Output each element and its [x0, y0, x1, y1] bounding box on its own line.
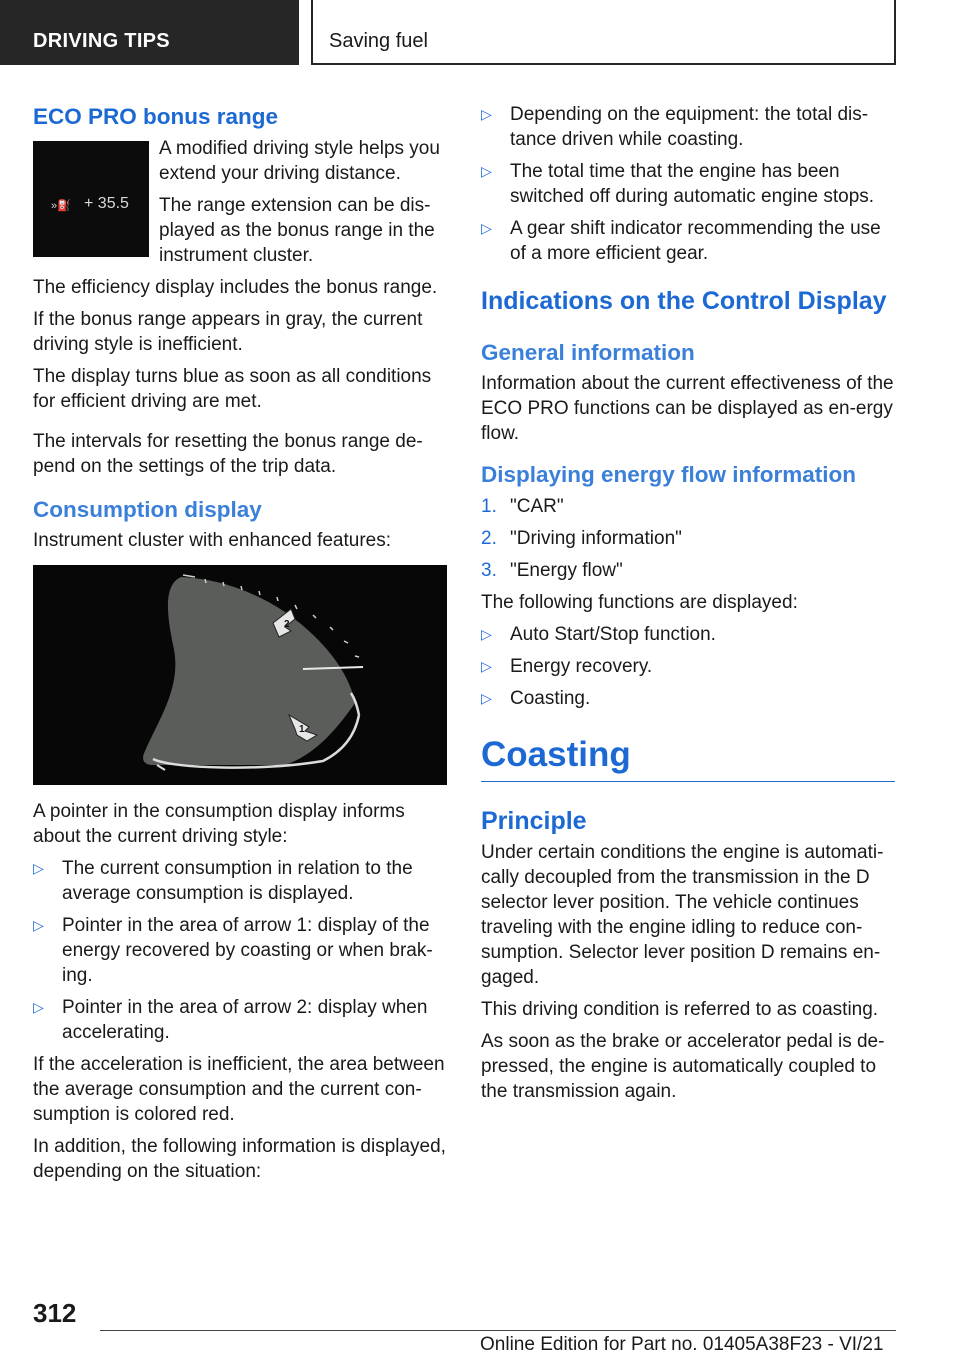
consumption-paragraph: A pointer in the consumption display informs about the current driving style: — [33, 801, 405, 847]
consumption-paragraph: In addition, the following information is displayed, depending on the situation: — [33, 1136, 446, 1182]
consumption-display-heading: Consumption display — [33, 497, 262, 522]
eco-pro-heading: ECO PRO bonus range — [33, 104, 279, 129]
header-topic: Saving fuel — [329, 30, 428, 52]
list-item: ▷ Energy recovery. — [481, 654, 895, 679]
list-item — [481, 558, 895, 583]
header-topic-tab — [311, 0, 896, 65]
list-item: ▷ Pointer in the area of arrow 2: display when accelerating. — [33, 995, 447, 1045]
list-item — [481, 526, 895, 551]
eco-paragraph: The intervals for resetting the bonus range de-pend on the settings of the trip data. — [33, 431, 423, 477]
consumption-paragraph: Instrument cluster with enhanced features: — [33, 530, 392, 551]
list-item: ▷ Coasting. — [481, 686, 895, 711]
energy-flow-heading: Displaying energy flow information — [481, 462, 857, 487]
list-item: ▷ The total time that the engine has been switched off during automatic engine stops. — [481, 159, 895, 209]
list-item: ▷ Depending on the equipment: the total dis-tance driven while coasting. — [481, 102, 895, 152]
consumption-paragraph: If the acceleration is inefficient, the area between the average consumption and the current con-sumption is colored red. — [33, 1054, 445, 1125]
footer-divider — [100, 1330, 896, 1331]
arrow-1-label: 1 — [299, 724, 305, 735]
eco-paragraph: A modified driving style helps you extend your driving distance. — [159, 138, 440, 184]
eco-paragraph: The range extension can be dis-played as the bonus range in the instrument cluster. — [159, 195, 435, 266]
header-section-tab — [0, 0, 299, 65]
step-text: "CAR" — [510, 496, 564, 517]
fuel-pump-icon: »⛽ — [51, 200, 71, 212]
right-column — [481, 102, 895, 1111]
list-item — [481, 494, 895, 519]
principle-paragraph: As soon as the brake or accelerator pedal is de-pressed, the engine is automatically coupled to the transmission again. — [481, 1031, 885, 1102]
section-divider — [481, 781, 895, 782]
general-paragraph: Information about the current effectiveness of the ECO PRO functions can be displayed as en-ergy flow. — [481, 373, 894, 444]
page-number: 312 — [33, 1298, 77, 1328]
consumption-display-image — [33, 565, 447, 785]
principle-paragraph: Under certain conditions the engine is automati-cally decoupled from the transmission in the D selector lever position. The vehicle continues traveling with the engine idling to reduce con-sumption. Selector lever position D remains en-gaged. — [481, 842, 884, 988]
step-number: 2. — [481, 528, 497, 549]
bonus-range-value: + 35.5 — [84, 195, 129, 212]
step-number: 1. — [481, 496, 497, 517]
functions-paragraph: The following functions are displayed: — [481, 592, 798, 613]
principle-paragraph: This driving condition is referred to as coasting. — [481, 999, 879, 1020]
list-item: ▷ A gear shift indicator recommending the use of a more efficient gear. — [481, 216, 895, 266]
edition-note: Online Edition for Part no. 01405A38F23 - VI/21 — [480, 1334, 884, 1355]
list-item: ▷ Auto Start/Stop function. — [481, 622, 895, 647]
eco-paragraph: The display turns blue as soon as all conditions for efficient driving are met. — [33, 366, 432, 412]
control-display-heading: Indications on the Control Display — [481, 287, 887, 315]
coasting-heading: Coasting — [481, 735, 631, 774]
list-item: ▷ Pointer in the area of arrow 1: display of the energy recovered by coasting or when brak-ing. — [33, 913, 447, 988]
left-column — [33, 102, 447, 1191]
step-text: "Driving information" — [510, 528, 682, 549]
eco-paragraph: The efficiency display includes the bonus range. — [33, 277, 438, 298]
principle-heading: Principle — [481, 807, 587, 835]
bonus-range-image — [33, 141, 149, 257]
header-section: DRIVING TIPS — [33, 30, 170, 52]
step-text: "Energy flow" — [510, 560, 623, 581]
step-number: 3. — [481, 560, 497, 581]
list-item: ▷ The current consumption in relation to the average consumption is displayed. — [33, 856, 447, 906]
general-information-heading: General information — [481, 340, 695, 365]
eco-paragraph: If the bonus range appears in gray, the current driving style is inefficient. — [33, 309, 423, 355]
arrow-2-label: 2 — [284, 619, 290, 630]
